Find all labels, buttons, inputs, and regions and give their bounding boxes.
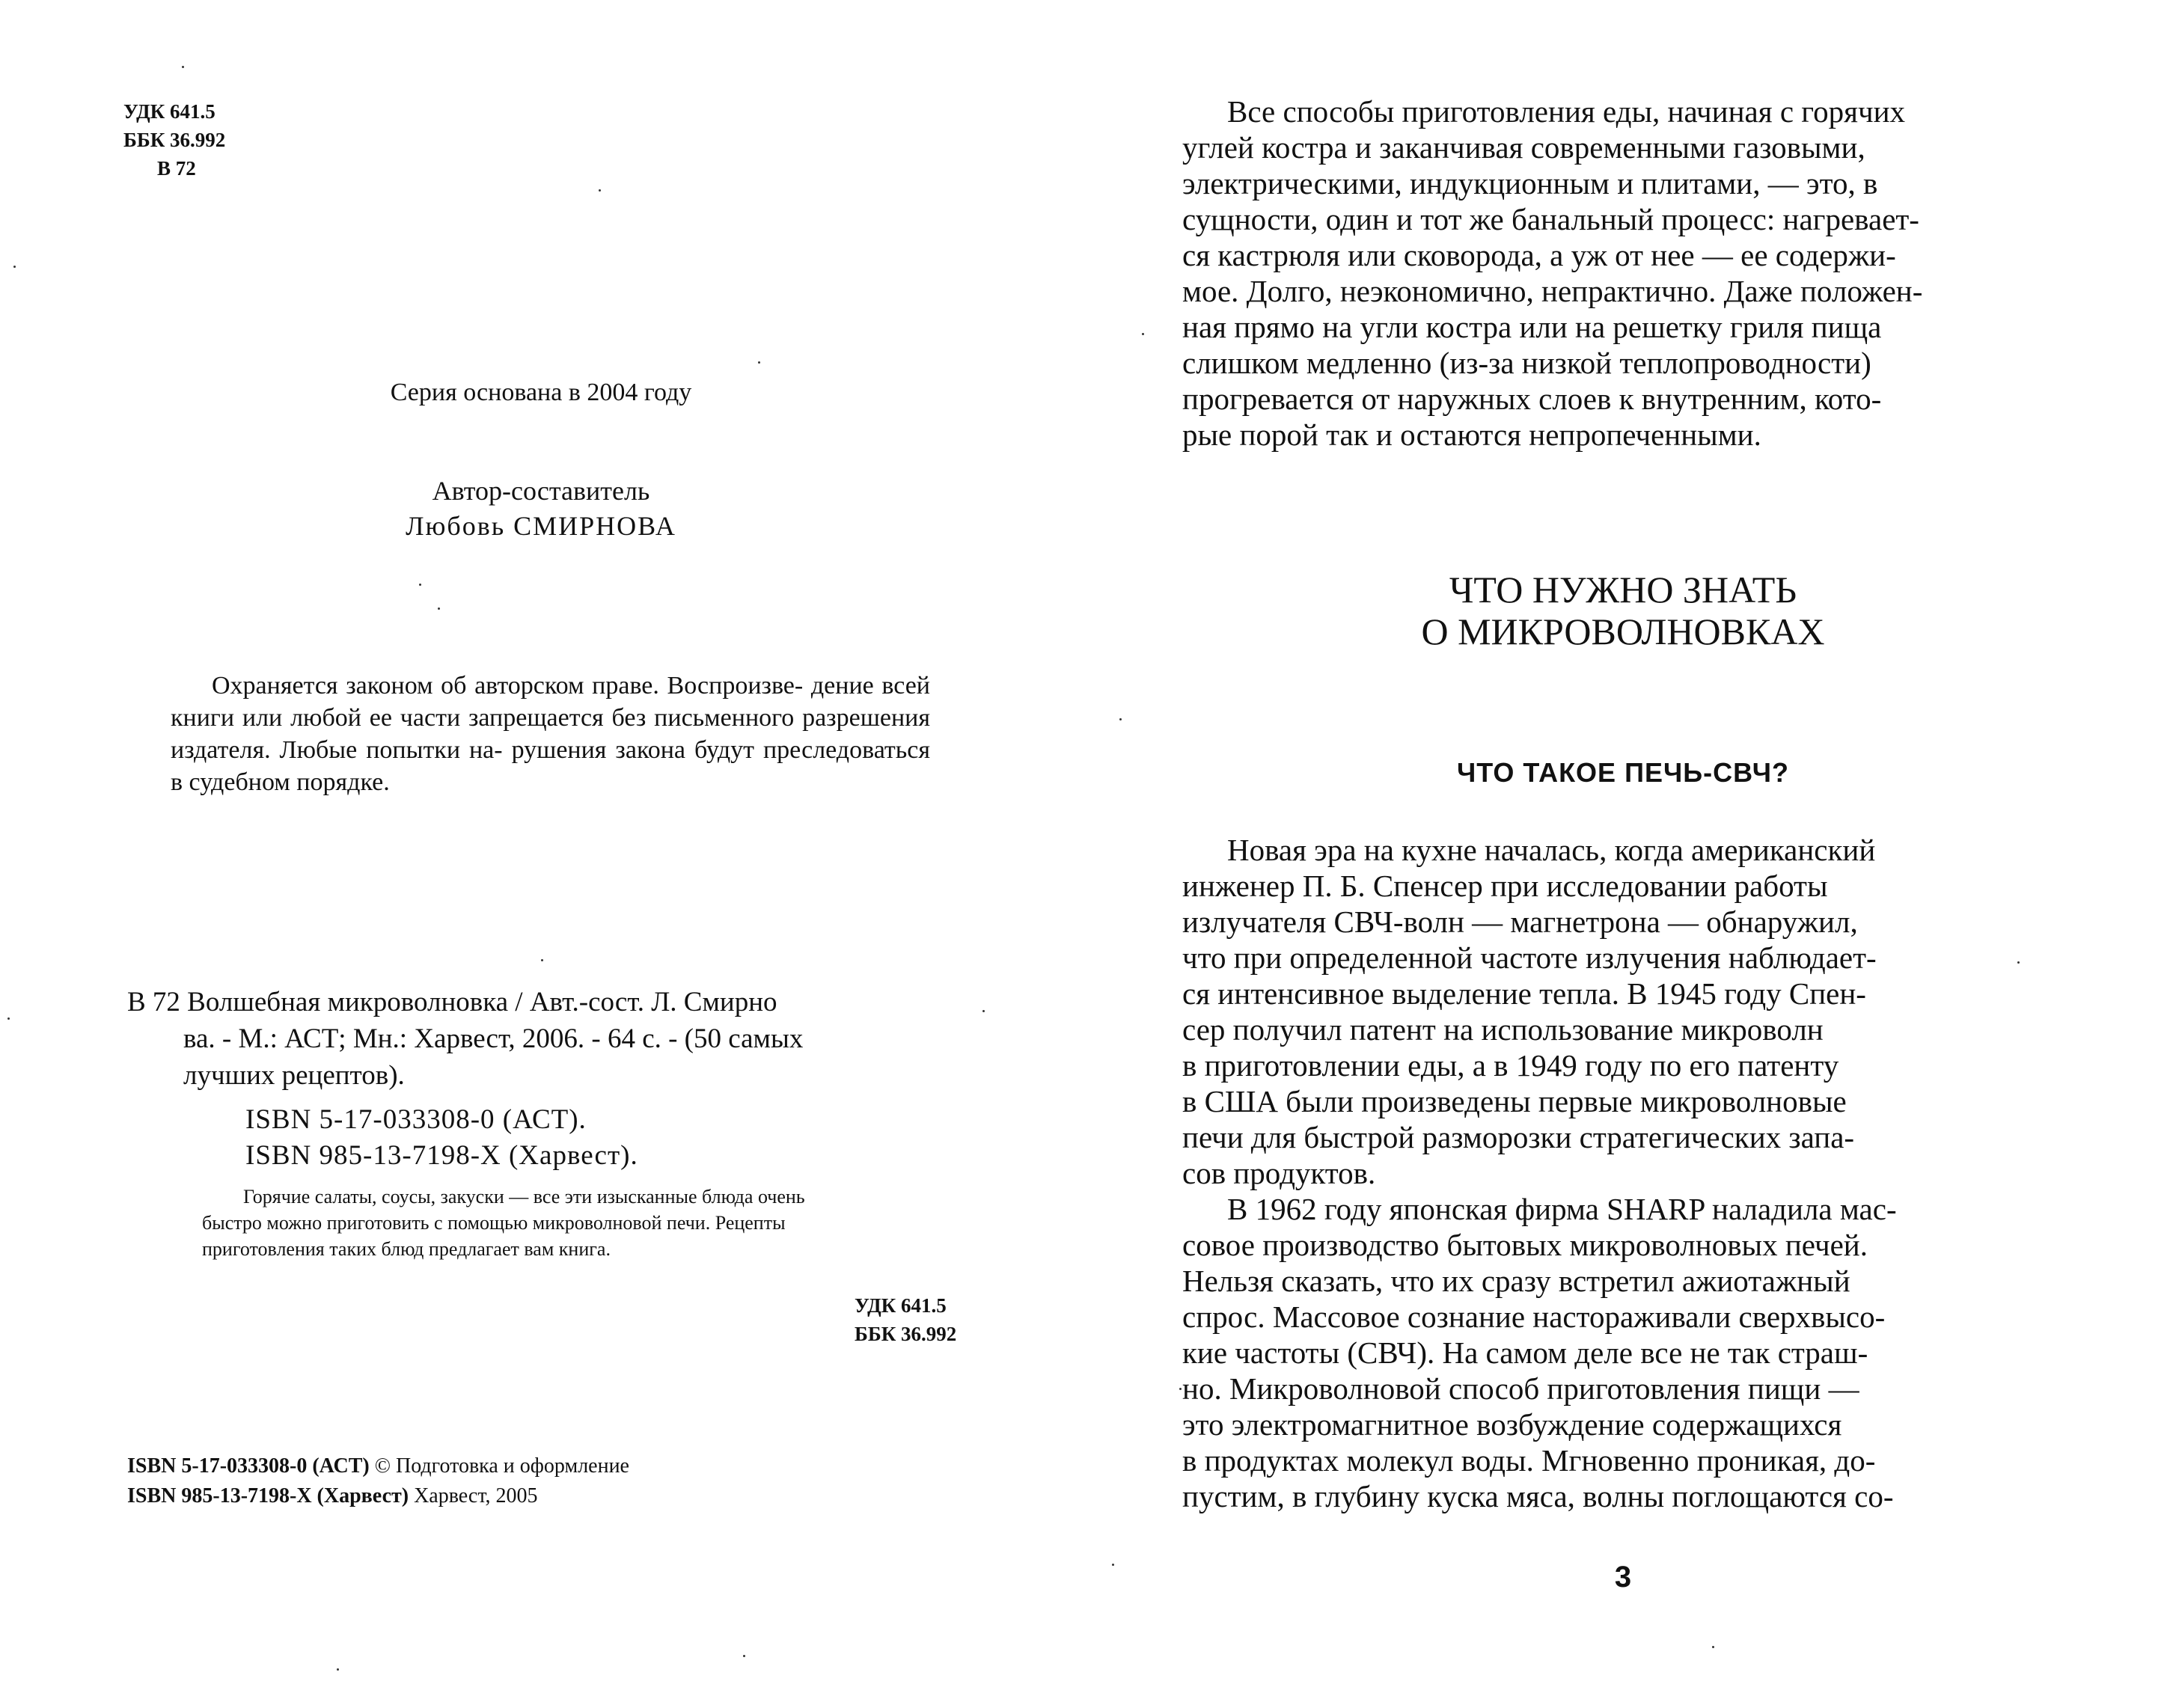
isbn-line: ISBN 985-13-7198-Х (Харвест).	[245, 1140, 638, 1171]
scan-speck	[13, 266, 16, 268]
imprint	[127, 1451, 950, 1511]
text-line: но. Микроволновой способ приготовления пищи —	[1182, 1371, 1859, 1406]
scan-speck	[1119, 718, 1122, 720]
text-line: ная прямо на угли костра или на решетку гриля пища	[1182, 310, 1882, 344]
page-number: 3	[1614, 1561, 1632, 1594]
annotation-line: приготовления таких блюд предлагает вам книга.	[202, 1238, 611, 1260]
annotation-line: быстро можно приготовить с помощью микроволновой печи. Рецепты	[202, 1212, 786, 1234]
text-line: слишком медленно (из-за низкой теплопроводности)	[1182, 346, 1871, 380]
text-line: в США были произведены первые микроволновые	[1182, 1084, 1847, 1118]
imprint-isbn: ISBN 985-13-7198-Х (Харвест)	[127, 1484, 409, 1507]
bbk-code: ББК 36.992	[855, 1323, 957, 1345]
copyright-line: дение всей книги или любой ее части запрещается без	[171, 672, 930, 732]
text-line: ся интенсивное выделение тепла. В 1945 году Спен-	[1182, 976, 1866, 1011]
text-line: Новая эра на кухне началась, когда американский	[1227, 833, 1876, 867]
scan-speck	[1179, 1388, 1182, 1390]
text-line: прогревается от наружных слоев к внутренним, кото-	[1182, 382, 1882, 416]
annotation	[202, 1184, 980, 1262]
bibliographic-record	[127, 984, 905, 1094]
text-line: ся кастрюля или сковорода, а уж от нее — ее содержи-	[1182, 238, 1896, 272]
author-name: Любовь СМИРНОВА	[406, 511, 676, 541]
scan-speck	[419, 584, 421, 586]
imprint-isbn: ISBN 5-17-033308-0 (АСТ)	[127, 1454, 370, 1478]
scan-speck	[337, 1668, 339, 1671]
bbk-code: ББК 36.992	[123, 129, 226, 151]
scan-speck	[2017, 961, 2020, 964]
biblio-line: В 72 Волшебная микроволновка / Авт.-сост. Л. Смирно	[127, 987, 777, 1017]
chapter-title-line: О МИКРОВОЛНОВКАХ	[1421, 610, 1825, 652]
author-role: Автор-составитель	[432, 476, 650, 506]
right-page	[1082, 0, 2164, 1708]
text-line: это электромагнитное возбуждение содержащихся	[1182, 1407, 1842, 1442]
intro-paragraph	[1182, 94, 2058, 453]
text-line: В 1962 году японская фирма SHARP наладила мас-	[1227, 1192, 1897, 1226]
text-line: Все способы приготовления еды, начиная с горячих	[1227, 94, 1906, 129]
isbn-list	[245, 1102, 919, 1174]
text-line: мое. Долго, неэкономично, непрактично. Даже положен-	[1182, 274, 1923, 308]
biblio-line: ва. - М.: АСТ; Мн.: Харвест, 2006. - 64 с. - (50 самых	[183, 1023, 804, 1054]
scan-speck	[541, 959, 543, 961]
text-line: печи для быстрой разморозки стратегических запа-	[1182, 1120, 1855, 1154]
udk-footer	[855, 1291, 956, 1348]
text-line: углей костра и заканчивая современными газовыми,	[1182, 130, 1865, 165]
udk-header	[123, 97, 225, 183]
scan-speck	[1112, 1564, 1114, 1566]
text-line: электрическими, индукционным и плитами, — это, в	[1182, 166, 1878, 201]
scan-speck	[7, 1017, 10, 1020]
text-line: что при определенной частоте излучения наблюдает-	[1182, 940, 1877, 975]
scan-speck	[599, 189, 601, 192]
scan-speck	[743, 1655, 745, 1657]
scan-speck	[758, 361, 760, 364]
chapter-title-line: ЧТО НУЖНО ЗНАТЬ	[1449, 569, 1797, 610]
copyright-line: письменного разрешения издателя. Любые попытки на-	[171, 704, 931, 764]
biblio-line: лучших рецептов).	[183, 1060, 405, 1091]
imprint-line	[127, 1451, 950, 1481]
text-line: в приготовлении еды, а в 1949 году по его патенту	[1182, 1048, 1839, 1083]
imprint-line	[127, 1481, 950, 1511]
text-line: спрос. Массовое сознание настораживали сверхвысо-	[1182, 1300, 1886, 1334]
imprint-text: © Подготовка и оформление	[374, 1454, 629, 1478]
main-text	[1182, 832, 2058, 1514]
scan-speck	[1142, 333, 1144, 335]
text-line: инженер П. Б. Спенсер при исследовании работы	[1182, 869, 1828, 903]
annotation-line: Горячие салаты, соусы, закуски — все эти изысканные блюда очень	[243, 1186, 805, 1207]
author-mark: В 72	[157, 157, 196, 180]
udk-code: УДК 641.5	[123, 100, 216, 123]
copyright-line: рушения закона будут преследоваться в судебном порядке.	[171, 736, 931, 796]
text-line: сов продуктов.	[1182, 1156, 1376, 1190]
scan-speck	[182, 66, 184, 68]
text-line: излучателя СВЧ-волн — магнетрона — обнаружил,	[1182, 904, 1858, 939]
text-line: кие частоты (СВЧ). На самом деле все не так страш-	[1182, 1335, 1868, 1370]
text-line: сущности, один и тот же банальный процесс: нагревает-	[1182, 202, 1919, 236]
isbn-line: ISBN 5-17-033308-0 (АСТ).	[245, 1104, 587, 1135]
scan-speck	[982, 1010, 985, 1012]
text-line: Нельзя сказать, что их сразу встретил ажиотажный	[1182, 1264, 1850, 1298]
scan-speck	[438, 607, 440, 610]
udk-code: УДК 641.5	[855, 1294, 947, 1317]
text-line: в продуктах молекул воды. Мгновенно проникая, до-	[1182, 1443, 1876, 1478]
chapter-title	[1082, 569, 2164, 652]
scan-speck	[1712, 1646, 1714, 1648]
text-line: совое производство бытовых микроволновых печей.	[1182, 1228, 1868, 1262]
section-title: ЧТО ТАКОЕ ПЕЧЬ-СВЧ?	[1456, 757, 1790, 788]
copyright-line: Охраняется законом об авторском праве. Воспроизве-	[212, 672, 804, 700]
copyright-notice	[171, 670, 930, 798]
text-line: пустим, в глубину куска мяса, волны поглощаются со-	[1182, 1479, 1894, 1513]
series-note: Серия основана в 2004 году	[390, 379, 692, 406]
text-line: сер получил патент на использование микроволн	[1182, 1012, 1824, 1047]
text-line: рые порой так и остаются непропеченными.	[1182, 417, 1761, 452]
imprint-text: Харвест, 2005	[414, 1484, 538, 1507]
